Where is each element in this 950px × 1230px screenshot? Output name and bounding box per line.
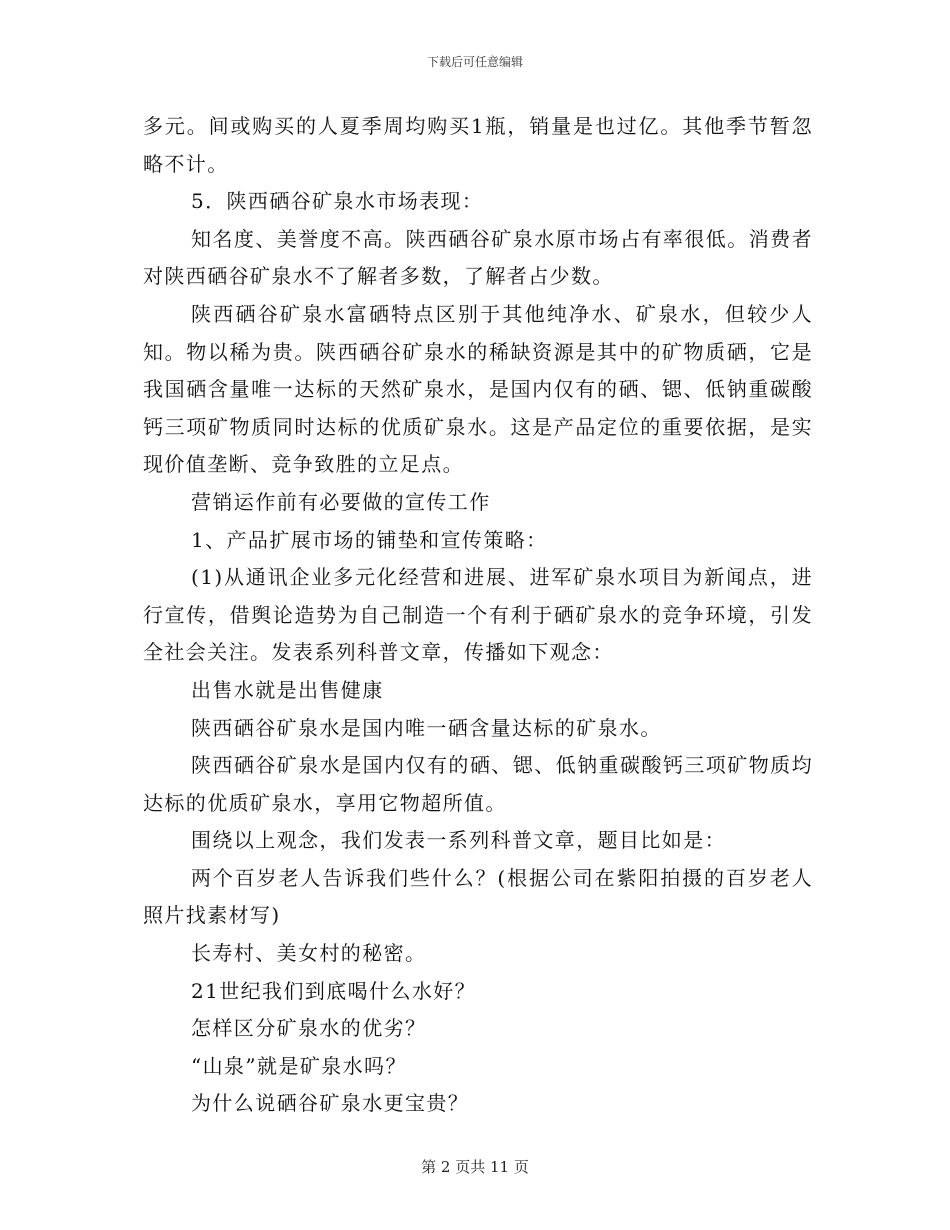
article-title: 怎样区分矿泉水的优劣？ [191,1016,427,1041]
paragraph: (1)从通讯企业多元化经营和进展、进军矿泉水项目为新闻点，进行宣传，借舆论造势为自己制造一个有利于硒矿泉水的竞争环境，引发全社会关注。发表系列科普文章，传播如下观念： [143,565,813,665]
paragraph: 多元。间或购买的人夏季周均购买1瓶，销量是也过亿。其他季节暂忽略不计。 [143,114,813,176]
section-heading: 营销运作前有必要做的宣传工作 [191,489,491,514]
paragraph: 陕西硒谷矿泉水富硒特点区别于其他纯净水、矿泉水，但较少人知。物以稀为贵。陕西硒谷矿泉水的稀缺资源是其中的矿物质硒，它是我国硒含量唯一达标的天然矿泉水，是国内仅有的硒、锶、低钠重碳酸钙三项矿物质同时达标的优质矿泉水。这是产品定位的重要依据，是实现价值垄断、竞争致胜的立足点。 [143,301,813,477]
slogan-line: 出售水就是出售健康 [191,677,384,702]
article-title: 长寿村、美女村的秘密。 [191,941,427,966]
section-heading: 1、产品扩展市场的铺垫和宣传策略： [191,527,548,552]
document-body [143,108,813,1123]
slogan-line: 陕西硒谷矿泉水是国内唯一硒含量达标的矿泉水。 [191,715,662,740]
section-heading: 5．陕西硒谷矿泉水市场表现： [191,189,484,214]
page-header: 下载后可任意编辑 [426,55,523,69]
article-title: 两个百岁老人告诉我们些什么？(根据公司在紫阳拍摄的百岁老人照片找素材写) [143,865,813,928]
page-footer: 第 2 页共 11 页 [421,1158,529,1176]
paragraph: 围绕以上观念，我们发表一系列科普文章，题目比如是： [191,828,726,853]
paragraph: 知名度、美誉度不高。陕西硒谷矿泉水原市场占有率很低。消费者对陕西硒谷矿泉水不了解者多数，了解者占少数。 [143,226,813,289]
article-title: 为什么说硒谷矿泉水更宝贵？ [191,1091,470,1116]
slogan-line: 陕西硒谷矿泉水是国内仅有的硒、锶、低钠重碳酸钙三项矿物质均达标的优质矿泉水，享用它物超所值。 [143,753,813,815]
article-title: 21世纪我们到底喝什么水好？ [191,978,477,1003]
article-title: “山泉”就是矿泉水吗？ [191,1053,407,1078]
